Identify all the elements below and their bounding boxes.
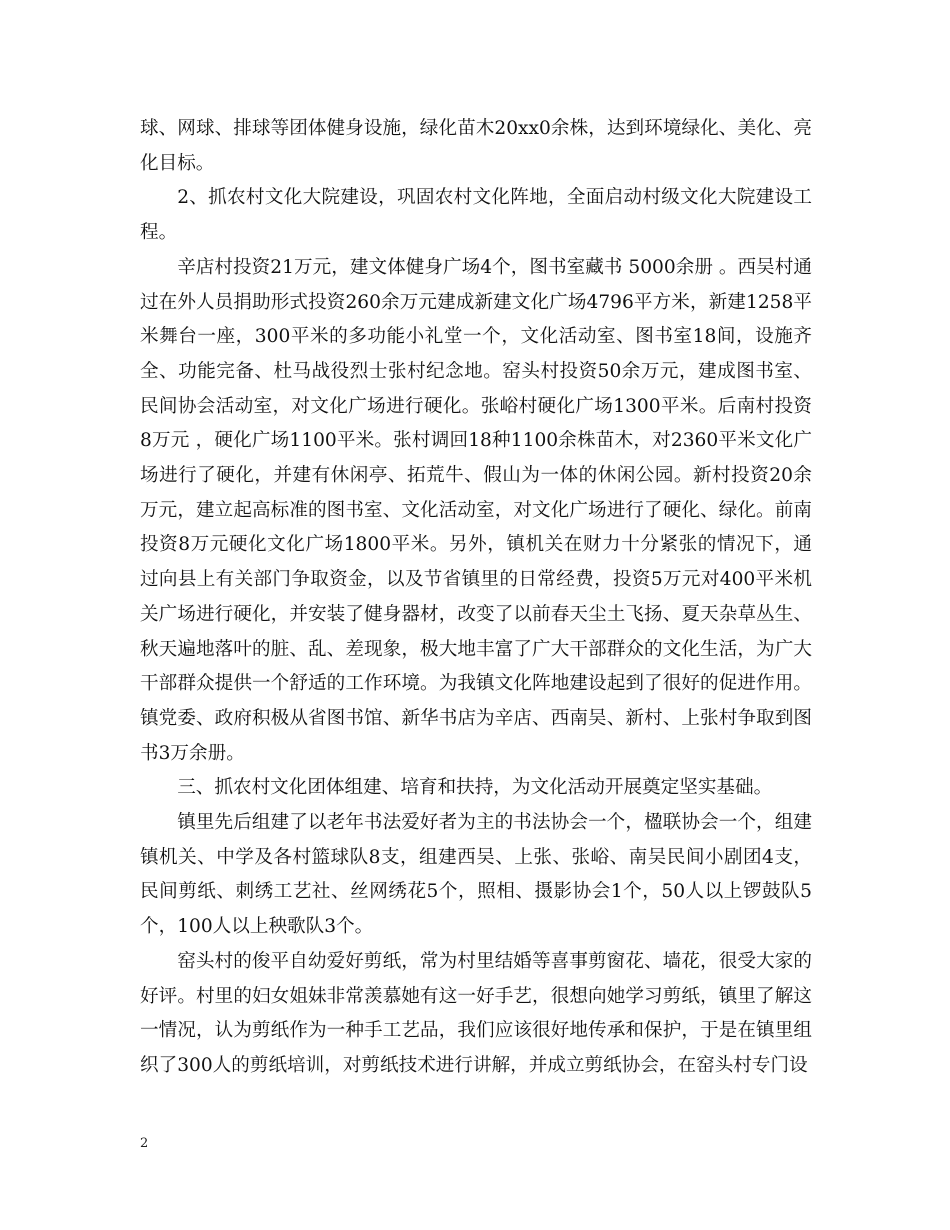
paragraph-3: 辛店村投资21万元，建文体健身广场4个，图书室藏书 5000余册 。西吴村通过在外人员捐助形式投资260余万元建成新建文化广场4796平方米，新建1258平米舞台一座，300平米的多功能小礼堂一个，文化活动室、图书室18间，设施齐全、功能完备、杜马战役烈士张村纪念地。窑头村投资50余万元，建成图书室、民间协会活动室，对文化广场进行硬化。张峪村硬化广场1300平米。后南村投资8万元 ，硬化广场1100平米。张村调回18种1100余株苗木，对2360平米文化广场进行了硬化，并建有休闲亭、拓荒牛、假山为一体的休闲公园。新村投资20余万元，建立起高标准的图书室、文化活动室，对文化广场进行了硬化、绿化。前南投资8万元硬化文化广场1800平米。另外，镇机关在财力十分紧张的情况下，通过向县上有关部门争取资金，以及节省镇里的日常经费，投资5万元对400平米机关广场进行硬化，并安装了健身器材，改变了以前春天尘土飞扬、夏天杂草丛生、秋天遍地落叶的脏、乱、差现象，极大地丰富了广大干部群众的文化生活，为广大干部群众提供一个舒适的工作环境。为我镇文化阵地建设起到了很好的促进作用。镇党委、政府积极从省图书馆、新华书店为辛店、西南吴、新村、上张村争取到图书3万余册。 bbox=[140, 256, 812, 764]
document-body bbox=[140, 112, 812, 1084]
paragraph-5: 镇里先后组建了以老年书法爱好者为主的书法协会一个，楹联协会一个，组建镇机关、中学及各村篮球队8支，组建西吴、上张、张峪、南吴民间小剧团4支，民间剪纸、刺绣工艺社、丝网绣花5个，照相、摄影协会1个，50人以上锣鼓队5个，100人以上秧歌队3个。 bbox=[140, 812, 812, 938]
page-number: 2 bbox=[140, 1136, 149, 1151]
paragraph-1: 球、网球、排球等团体健身设施，绿化苗木20xx0余株，达到环境绿化、美化、亮化目标。 bbox=[140, 118, 812, 174]
paragraph-6: 窑头村的俊平自幼爱好剪纸，常为村里结婚等喜事剪窗花、墙花，很受大家的好评。村里的妇女姐妹非常羡慕她有这一好手艺，很想向她学习剪纸，镇里了解这一情况，认为剪纸作为一种手工艺品，我们应该很好地传承和保护，于是在镇里组织了300人的剪纸培训，对剪纸技术进行讲解，并成立剪纸协会，在窑头村专门设 bbox=[140, 950, 812, 1076]
paragraph-2: 2、抓农村文化大院建设，巩固农村文化阵地，全面启动村级文化大院建设工程。 bbox=[140, 187, 812, 244]
paragraph-4: 三、抓农村文化团体组建、培育和扶持，为文化活动开展奠定坚实基础。 bbox=[177, 777, 773, 799]
